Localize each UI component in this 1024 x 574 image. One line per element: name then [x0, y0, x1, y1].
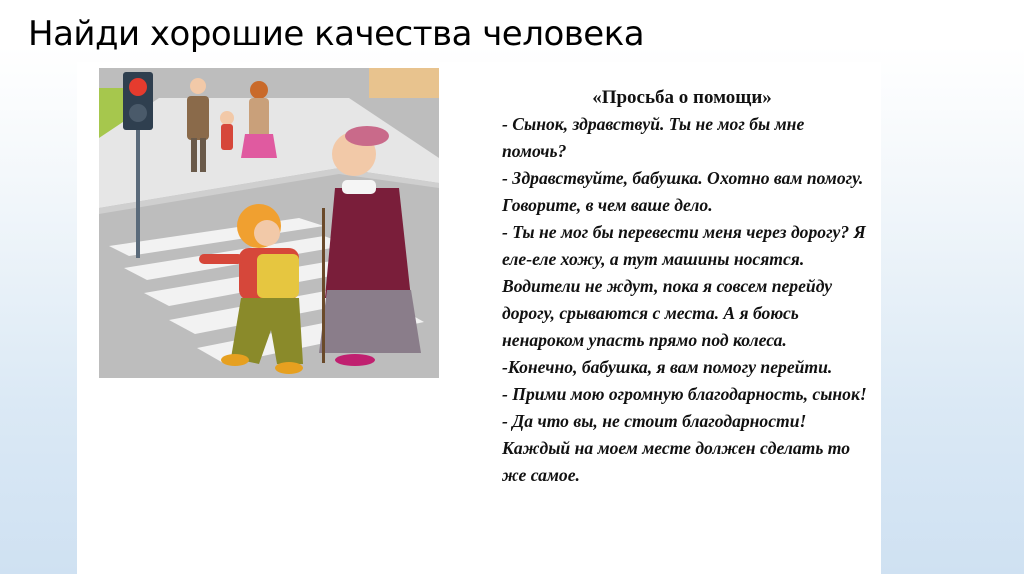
- story-text: [502, 84, 872, 489]
- story-line: - Сынок, здравствуй. Ты не мог бы мне помочь?: [502, 114, 805, 161]
- crosswalk-help-illustration: [99, 68, 439, 378]
- story-line: -Конечно, бабушка, я вам помогу перейти.: [502, 357, 833, 377]
- content-panel: [77, 62, 881, 574]
- building: [369, 68, 439, 98]
- story-title: «Просьба о помощи»: [592, 87, 772, 108]
- story-line: - Да что вы, не стоит благодарности! Каждый на моем месте должен сделать то же самое.: [502, 411, 851, 485]
- story-line: - Прими мою огромную благодарность, сынок!: [502, 384, 867, 404]
- illustration-svg: [99, 68, 439, 378]
- story-line: - Ты не мог бы перевести меня через дорогу? Я еле-еле хожу, а тут машины носятся. Водители не ждут, пока я совсем перейду дорогу, срываются с места. А я боюсь ненароком упасть прямо под колеса.: [502, 222, 866, 350]
- story-line: - Здравствуйте, бабушка. Охотно вам помогу. Говорите, в чем ваше дело.: [502, 168, 864, 215]
- slide-title: Найди хорошие качества человека: [28, 14, 645, 54]
